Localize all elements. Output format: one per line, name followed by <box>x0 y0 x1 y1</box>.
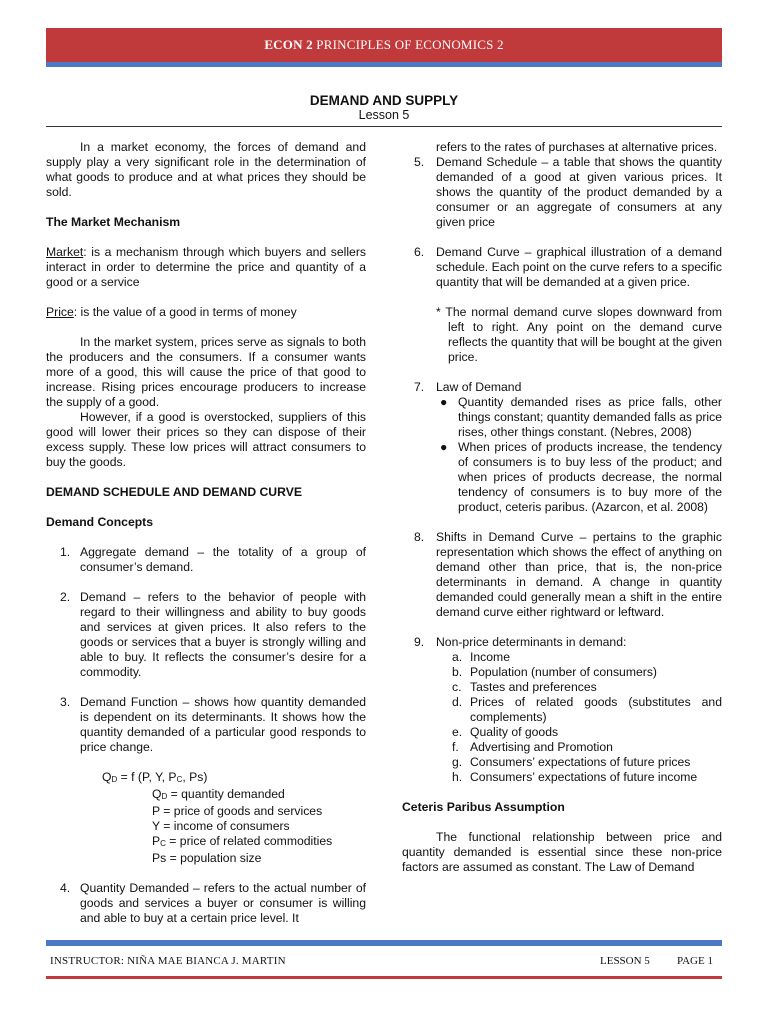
header-accent-line <box>46 62 722 67</box>
formula-definition: $Q_D$ = quantity demanded <box>152 787 285 801</box>
formula-definition: P = price of goods and services <box>152 804 323 818</box>
left-column <box>46 140 366 926</box>
intro-paragraph: In a market economy, the forces of demand and supply play a very significant role in the determination of what goods to produce and at what prices they should be sold. <box>46 140 366 199</box>
document-subtitle: Lesson 5 <box>358 108 410 122</box>
heading-schedule-curve: DEMAND SCHEDULE AND DEMAND CURVE <box>46 485 302 499</box>
formula-definition: Ps = population size <box>152 851 262 865</box>
demand-curve-note: * The normal demand curve slopes downward from left to right. Any point on the demand curve reflects the quantity that will be bought at the given price. <box>436 305 722 364</box>
list-item: 1. Aggregate demand – the totality of a group of consumer’s demand. <box>60 545 366 574</box>
demand-function-formula: $Q_D = f$ (P, Y, $P_C$, Ps) <box>102 770 208 784</box>
list-item: 3. Demand Function – shows how quantity demanded is dependent on its determinants. It shows how the quantity demanded of a particular good responds to price change. <box>60 695 366 754</box>
price-definition: Price: is the value of a good in terms of money <box>46 305 297 319</box>
title-rule <box>46 126 722 127</box>
determinant-item: h. Consumers’ expectations of future income <box>452 770 698 784</box>
list-item: 4. Quantity Demanded – refers to the actual number of goods and services a buyer or consumer is willing and able to buy at a certain price level. It <box>60 881 366 925</box>
ceteris-paragraph: The functional relationship between price and quantity demanded is essential since these non-price factors are assumed as constant. The Law of Demand <box>402 830 722 874</box>
determinant-item: e. Quality of goods <box>452 725 559 739</box>
market-definition: Market: is a mechanism through which buyers and sellers interact in order to determine the price and quantity of a good or a service <box>46 245 366 289</box>
determinant-item: g. Consumers’ expectations of future prices <box>452 755 691 769</box>
footer-lesson: LESSON 5 <box>600 955 650 967</box>
determinant-item: c. Tastes and preferences <box>452 680 597 694</box>
determinant-item: f. Advertising and Promotion <box>452 740 613 754</box>
heading-demand-concepts: Demand Concepts <box>46 515 153 529</box>
market-system-paragraph: In the market system, prices serve as signals to both the producers and the consumers. If a consumer wants more of a good, this will cause the price of that good to increase. Rising prices encourage producers to increase the supply of a good. <box>46 335 366 409</box>
bullet-item: ● When prices of products increase, the tendency of consumers is to buy less of the product; and when prices of products decrease, the normal tendency of consumers is to buy more of the product, ceteris paribus. (Azarcon, et al. 2008) <box>440 440 722 514</box>
formula-definition: Y = income of consumers <box>152 819 290 833</box>
item4-continuation: refers to the rates of purchases at alternative prices. <box>436 140 718 154</box>
formula-definition: $P_C$ = price of related commodities <box>152 834 333 848</box>
document-title: DEMAND AND SUPPLY <box>309 93 459 108</box>
heading-market-mechanism: The Market Mechanism <box>46 215 181 229</box>
list-item: 7. Law of Demand <box>414 380 522 394</box>
list-item: 8. Shifts in Demand Curve – pertains to the graphic representation which shows the effect of anything on demand other than price, that is, the non-price determinants in demand. A change in quantity demanded could generally mean a shift in the entire demand curve either rightward or leftward. <box>414 530 722 619</box>
page-number: PAGE 1 <box>677 955 713 967</box>
course-header: ECON 2 PRINCIPLES OF ECONOMICS 2 <box>264 37 504 52</box>
list-item: 6. Demand Curve – graphical illustration of a demand schedule. Each point on the curve refers to a specific quantity that will be demanded at a given price. <box>414 245 722 289</box>
determinant-item: a. Income <box>452 650 510 664</box>
overstock-paragraph: However, if a good is overstocked, suppliers of this good will lower their prices so they can dispose of their excess supply. These low prices will attract consumers to buy the goods. <box>46 410 366 469</box>
bullet-item: ● Quantity demanded rises as price falls, other things constant; quantity demanded falls as price rises, other things constant. (Nebres, 2008) <box>440 395 722 439</box>
determinant-item: d. Prices of related goods (substitutes and complements) <box>452 695 722 724</box>
right-column <box>402 140 722 875</box>
list-item: 5. Demand Schedule – a table that shows the quantity demanded of a good at given various prices. It shows the quantity of the product demanded by a consumer or an aggregate of consumers at any given price <box>414 155 722 229</box>
list-item: 9. Non-price determinants in demand: <box>414 635 627 649</box>
instructor-name: INSTRUCTOR: NIÑA MAE BIANCA J. MARTIN <box>50 955 286 967</box>
determinant-item: b. Population (number of consumers) <box>452 665 657 679</box>
list-item: 2. Demand – refers to the behavior of people with regard to their willingness and ability to buy goods and services at given prices. It also refers to the goods or services that a buyer is strongly willing and able to buy. It reflects the consumer’s desire for a commodity. <box>60 590 366 679</box>
heading-ceteris-paribus: Ceteris Paribus Assumption <box>402 800 565 814</box>
